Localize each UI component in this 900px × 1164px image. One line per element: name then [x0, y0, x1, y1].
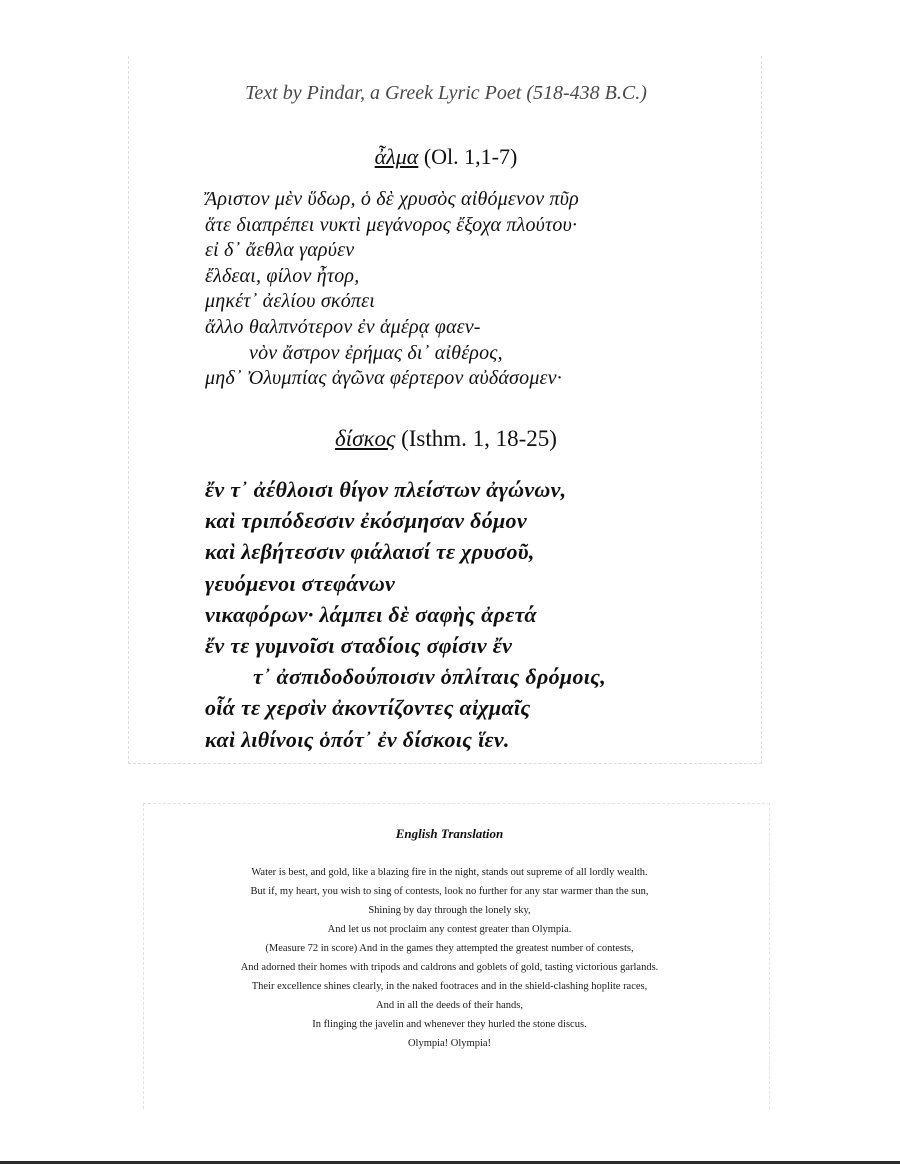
verse-line: μηδ᾽ Ὀλυμπίας ἀγῶνα φέρτερον αὐδάσομεν·: [205, 367, 562, 390]
translation-heading: English Translation: [395, 826, 504, 841]
greek-text-panel: [128, 56, 762, 764]
olympic-title-word: ἆλμα: [374, 144, 419, 169]
isthmian-section-title: [129, 426, 763, 452]
verse-line: μηκέτ᾽ ἀελίου σκόπει: [205, 290, 375, 313]
verse-line: εἰ δ᾽ ἄεθλα γαρύεν: [205, 239, 355, 262]
olympic-section-title: [129, 144, 763, 170]
translation-line: Their excellence shines clearly, in the naked footraces and in the shield-clashing hoplite races,: [251, 981, 648, 992]
translation-line: Shining by day through the lonely sky,: [368, 905, 531, 916]
translation-line: And adorned their homes with tripods and caldrons and goblets of gold, tasting victorious garlands.: [240, 962, 659, 973]
translation-line: But if, my heart, you wish to sing of contests, look no further for any star warmer than the sun,: [250, 886, 649, 897]
translation-line: In flinging the javelin and whenever they hurled the stone discus.: [312, 1019, 587, 1030]
author-attribution: Text by Pindar, a Greek Lyric Poet (518-438 B.C.): [245, 82, 647, 104]
olympic-title-reference: (Ol. 1,1-7): [423, 144, 518, 169]
translation-panel: [143, 803, 770, 1109]
verse-line: Ἄριστον μὲν ὕδωρ, ὁ δὲ χρυσὸς αἰθόμενον πῦρ: [205, 188, 579, 210]
translation-text: [144, 863, 755, 1053]
translation-line: Olympia! Olympia!: [407, 1038, 492, 1049]
verse-line: ἔν τ᾽ ἀέθλοισι θίγον πλείστων ἀγώνων,: [205, 477, 567, 502]
translation-line: Water is best, and gold, like a blazing fire in the night, stands out supreme of all lordly wealth.: [251, 867, 648, 878]
verse-line: οἷά τε χερσὶν ἀκοντίζοντες αἰχμαῖς: [205, 695, 531, 721]
isthmian-title-word: δίσκος: [335, 426, 396, 451]
verse-line: καὶ λιθίνοις ὁπότ᾽ ἐν δίσκοις ἵεν.: [205, 726, 510, 752]
olympic-verse: [205, 187, 579, 392]
verse-line: ἄλλο θαλπνότερον ἐν ἁμέρᾳ φαεν-: [205, 315, 481, 338]
verse-line: ἅτε διαπρέπει νυκτὶ μεγάνορος ἔξοχα πλούτου·: [205, 213, 578, 236]
isthmian-verse: [205, 474, 606, 755]
verse-line: γευόμενοι στεφάνων: [205, 570, 396, 596]
verse-line: ἔν τε γυμνοῖσι σταδίοις σφίσιν ἔν: [205, 633, 513, 659]
translation-line: (Measure 72 in score) And in the games they attempted the greatest number of contests,: [265, 943, 634, 954]
verse-line: ἔλδεαι, φίλον ἦτορ,: [205, 264, 360, 287]
verse-line: νὸν ἄστρον ἐρήμας δι᾽ αἰθέρος,: [249, 341, 503, 364]
translation-line: And in all the deeds of their hands,: [376, 1000, 523, 1011]
verse-line: καὶ λεβήτεσσιν φιάλαισί τε χρυσοῦ,: [205, 539, 535, 565]
isthmian-title-reference: (Isthm. 1, 18-25): [401, 426, 557, 451]
verse-line: καὶ τριπόδεσσιν ἐκόσμησαν δόμον: [205, 508, 527, 534]
verse-line: νικαφόρων· λάμπει δὲ σαφὴς ἀρετά: [205, 601, 537, 627]
verse-line: τ᾽ ἀσπιδοδούποισιν ὁπλίταις δρόμοις,: [253, 664, 607, 690]
translation-line: And let us not proclaim any contest greater than Olympia.: [327, 924, 572, 935]
